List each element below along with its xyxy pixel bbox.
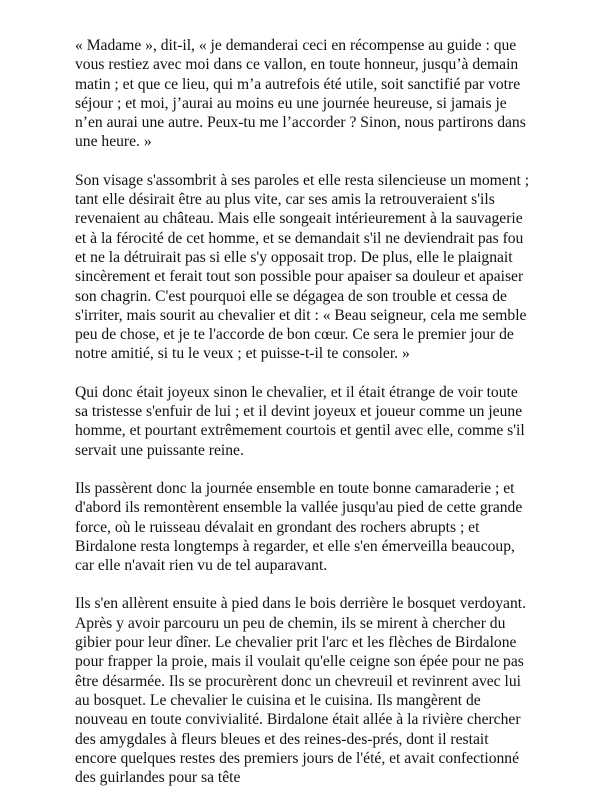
paragraph: « Madame », dit-il, « je demanderai ceci en récompense au guide : que vous restiez avec moi dans ce vallon, en toute honneur, jusqu’à demain matin ; et que ce lieu, qui m’a autrefois été utile, soit sanctifié par votre séjour ; et moi, j’aurai au moins eu une journée heureuse, si jamais je n’en aurai une autre. Peux-tu me l’accorder ? Sinon, nous partirons dans une heure. » bbox=[75, 37, 526, 151]
paragraph: Ils s'en allèrent ensuite à pied dans le bois derrière le bosquet verdoyant. Après y avoir parcouru un peu de chemin, ils se mirent à chercher du gibier pour leur dîner. Le chevalier prit l'arc et les flèches de Birdalone pour frapper la proie, mais il voulait qu'elle ceigne son épée pour ne pas être désarmée. Ils se procurèrent donc un chevreuil et revinrent avec lui au bosquet. Le chevalier le cuisina et le cuisina. Ils mangèrent de nouveau en toute convivialité. Birdalone était allée à la rivière chercher des amygdales à fleurs bleues et des reines-des-prés, dont il restait encore quelques restes des premiers jours de l'été, et avait confectionné des guirlandes pour sa tête bbox=[75, 595, 526, 787]
paragraph: Qui donc était joyeux sinon le chevalier, et il était étrange de voir toute sa tristesse s'enfuir de lui ; et il devint joyeux et joueur comme un jeune homme, et pourtant extrêmement courtois et gentil avec elle, comme s'il servait une puissante reine. bbox=[75, 383, 525, 459]
paragraph: Son visage s'assombrit à ses paroles et elle resta silencieuse un moment ; tant elle désirait être au plus vite, car ses amis la retrouveraient s'ils revenaient au château. Mais elle songeait intérieurement à la sauvagerie et à la férocité de cet homme, et se demandait s'il ne deviendrait pas fou et ne la détruirait pas si elle s'y opposait trop. De plus, elle le plaignait sincèrement et ferait tout son possible pour apaiser sa douleur et apaiser son chagrin. C'est pourquoi elle se dégagea de son trouble et cessa de s'irriter, mais sourit au chevalier et dit : « Beau seigneur, cela me semble peu de chose, et je te l'accorde de bon cœur. Ce sera le premier jour de notre amitié, si tu le veux ; et puisse-t-il te consoler. » bbox=[75, 171, 530, 363]
document-page bbox=[75, 36, 530, 787]
paragraph: Ils passèrent donc la journée ensemble en toute bonne camaraderie ; et d'abord ils remontèrent ensemble la vallée jusqu'au pied de cette grande force, où le ruisseau dévalait en grondant des rochers abrupts ; et Birdalone resta longtemps à regarder, et elle s'en émerveilla beaucoup, car elle n'avait rien vu de tel auparavant. bbox=[75, 479, 523, 575]
